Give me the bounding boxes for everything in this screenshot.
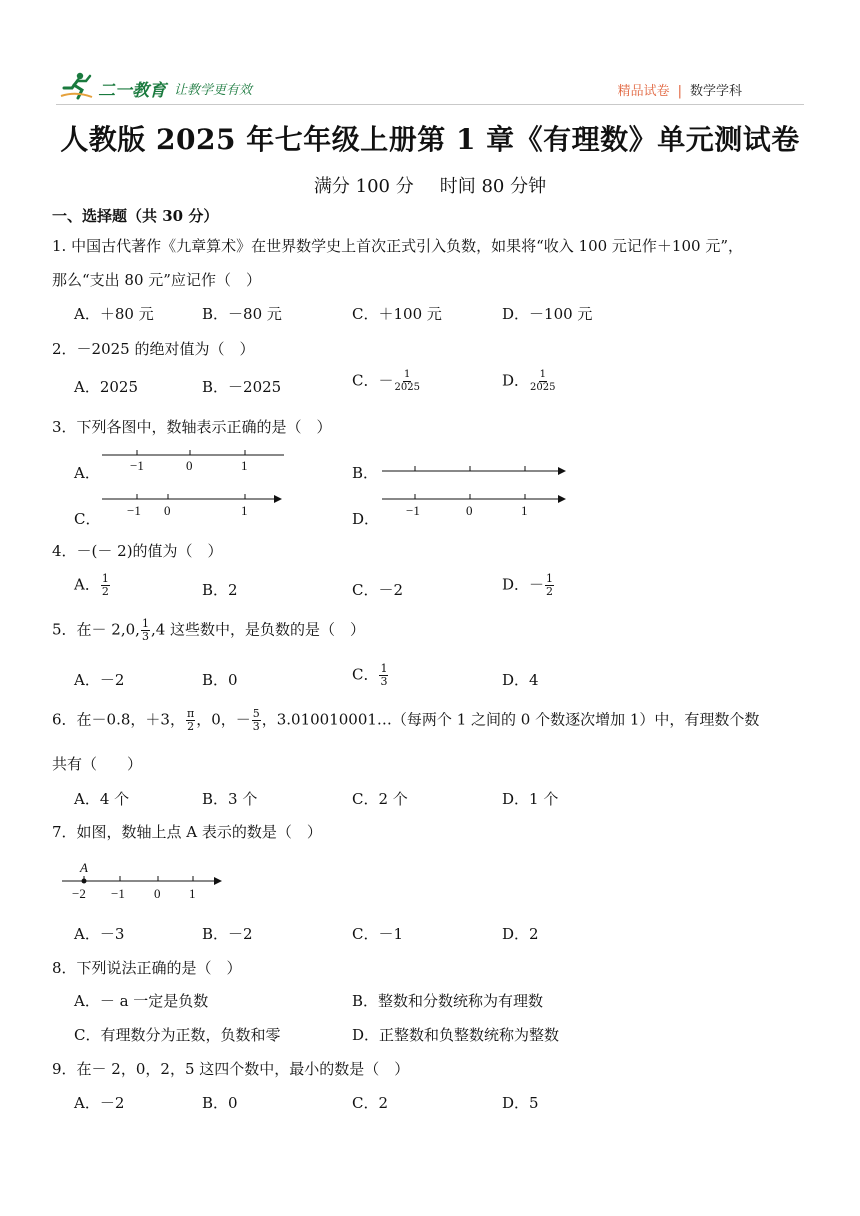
q2-option-c[interactable]: C．－ $\frac{1}{2025}$	[352, 369, 420, 393]
q5-option-a[interactable]: A．－2	[74, 671, 125, 689]
tick-label: −1	[127, 503, 141, 518]
q7-option-b[interactable]: B．－2	[202, 925, 253, 943]
question-8: 8．下列说法正确的是（ ）	[52, 959, 242, 977]
tick-label: −2	[72, 886, 86, 901]
q5-option-b[interactable]: B．0	[202, 671, 238, 689]
fraction: $\frac{5}{3}$	[252, 707, 260, 733]
question-6-line1: 6．在－0.8，＋3， $\frac{\pi}{2}$ ，0，－ $\frac{5}{3}$ ，3.010010001…（每两个 1 之间的 0 个数逐次增加 1）中，有理数个数	[52, 707, 760, 733]
question-9: 9．在－ 2，0，2，5 这四个数中，最小的数是（ ）	[52, 1060, 410, 1078]
q6-option-a[interactable]: A．4 个	[74, 790, 130, 808]
q4-option-a[interactable]: A． $\frac{1}{2}$	[74, 572, 109, 598]
q8-option-d[interactable]: D．正整数和负整数统称为整数	[352, 1026, 560, 1044]
brand-name: 二一教育	[98, 80, 166, 101]
runner-logo-icon	[58, 71, 94, 105]
q3-option-d-label[interactable]: D．	[352, 510, 380, 528]
q7-option-a[interactable]: A．－3	[74, 925, 125, 943]
header-tag: 精品试卷	[617, 84, 670, 99]
tick-label: 1	[189, 886, 196, 901]
page-subtitle	[0, 172, 860, 198]
q9-option-d[interactable]: D．5	[502, 1094, 539, 1112]
tick-label: 1	[241, 458, 248, 473]
fraction: $\frac{1}{2025}$	[394, 369, 420, 393]
header-subject: 数学学科	[689, 84, 742, 99]
q6-option-b[interactable]: B．3 个	[202, 790, 258, 808]
question-1-line1: 1. 中国古代著作《九章算术》在世界数学史上首次正式引入负数，如果将“收入 100 元记作＋100 元”，	[52, 237, 743, 255]
q7-option-c[interactable]: C．－1	[352, 925, 404, 943]
q6-option-d[interactable]: D．1 个	[502, 790, 559, 808]
fraction: $\frac{1}{2025}$	[530, 369, 556, 393]
header-separator: |	[677, 84, 682, 99]
tick-label: 0	[186, 458, 193, 473]
q5-option-c[interactable]: C． $\frac{1}{3}$	[352, 662, 388, 688]
q3-numberline-b	[380, 462, 570, 478]
question-1-line2: 那么“支出 80 元”应记作（ ）	[52, 271, 261, 289]
fraction: $\frac{1}{2}$	[101, 572, 109, 598]
page-title: 人教版 2025 年七年级上册第 1 章《有理数》单元测试卷	[60, 123, 800, 156]
q2-option-d[interactable]: D． $\frac{1}{2025}$	[502, 369, 556, 393]
tick-label: −1	[111, 886, 125, 901]
tick-label: −1	[406, 503, 420, 518]
q7-numberline	[60, 856, 230, 904]
brand-slogan: 让教学更有效	[174, 82, 253, 98]
q4-option-c[interactable]: C．－2	[352, 581, 404, 599]
q3-option-c-label[interactable]: C．	[74, 510, 101, 528]
fraction: $\frac{1}{3}$	[380, 662, 388, 688]
q9-option-b[interactable]: B．0	[202, 1094, 238, 1112]
fraction: $\frac{1}{2}$	[546, 572, 554, 598]
q4-option-d[interactable]: D．－ $\frac{1}{2}$	[502, 572, 554, 598]
q2-option-a[interactable]: A．2025	[74, 378, 139, 396]
q5-option-d[interactable]: D．4	[502, 671, 539, 689]
question-7: 7．如图，数轴上点 A 表示的数是（ ）	[52, 823, 322, 841]
q2-option-b[interactable]: B．－2025	[202, 378, 282, 396]
q8-option-a[interactable]: A．－ a 一定是负数	[74, 992, 209, 1010]
q3-numberline-d	[380, 490, 570, 520]
tick-label: 1	[521, 503, 528, 518]
total-score: 满分 100 分	[313, 176, 414, 197]
q8-option-b[interactable]: B．整数和分数统称为有理数	[352, 992, 544, 1010]
q3-numberline-a	[100, 448, 290, 476]
q3-option-a-label[interactable]: A．	[74, 464, 100, 482]
fraction: $\frac{\pi}{2}$	[186, 707, 195, 733]
question-6-line2: 共有（ ）	[52, 755, 143, 773]
question-2: 2．－2025 的绝对值为（ ）	[52, 340, 255, 358]
q3-option-b-label[interactable]: B．	[352, 464, 379, 482]
time-limit: 时间 80 分钟	[439, 176, 547, 197]
q1-option-a[interactable]: A．＋80 元	[74, 305, 154, 323]
tick-label: 0	[164, 503, 171, 518]
question-4: 4．－(－ 2)的值为（ ）	[52, 542, 223, 560]
question-3: 3．下列各图中，数轴表示正确的是（ ）	[52, 418, 332, 436]
header-right	[618, 80, 742, 99]
q1-option-c[interactable]: C．＋100 元	[352, 305, 442, 323]
section-heading: 一、选择题（共 30 分）	[52, 207, 219, 225]
question-5: 5．在－ 2,0, $\frac{1}{3}$ ,4 这些数中，是负数的是（ ）	[52, 617, 366, 643]
q6-option-c[interactable]: C．2 个	[352, 790, 408, 808]
tick-label: 0	[154, 886, 161, 901]
q9-option-a[interactable]: A．－2	[74, 1094, 125, 1112]
brand-header	[58, 72, 252, 104]
fraction: $\frac{1}{3}$	[141, 617, 149, 643]
q8-option-c[interactable]: C．有理数分为正数，负数和零	[74, 1026, 281, 1044]
tick-label: 1	[241, 503, 248, 518]
q9-option-c[interactable]: C．2	[352, 1094, 389, 1112]
point-label: A	[80, 860, 88, 875]
header-divider	[56, 104, 804, 105]
q4-option-b[interactable]: B．2	[202, 581, 238, 599]
q7-option-d[interactable]: D．2	[502, 925, 539, 943]
q1-option-b[interactable]: B．－80 元	[202, 305, 282, 323]
q1-option-d[interactable]: D．－100 元	[502, 305, 593, 323]
q3-numberline-c	[100, 492, 290, 522]
tick-label: −1	[130, 458, 144, 473]
tick-label: 0	[466, 503, 473, 518]
